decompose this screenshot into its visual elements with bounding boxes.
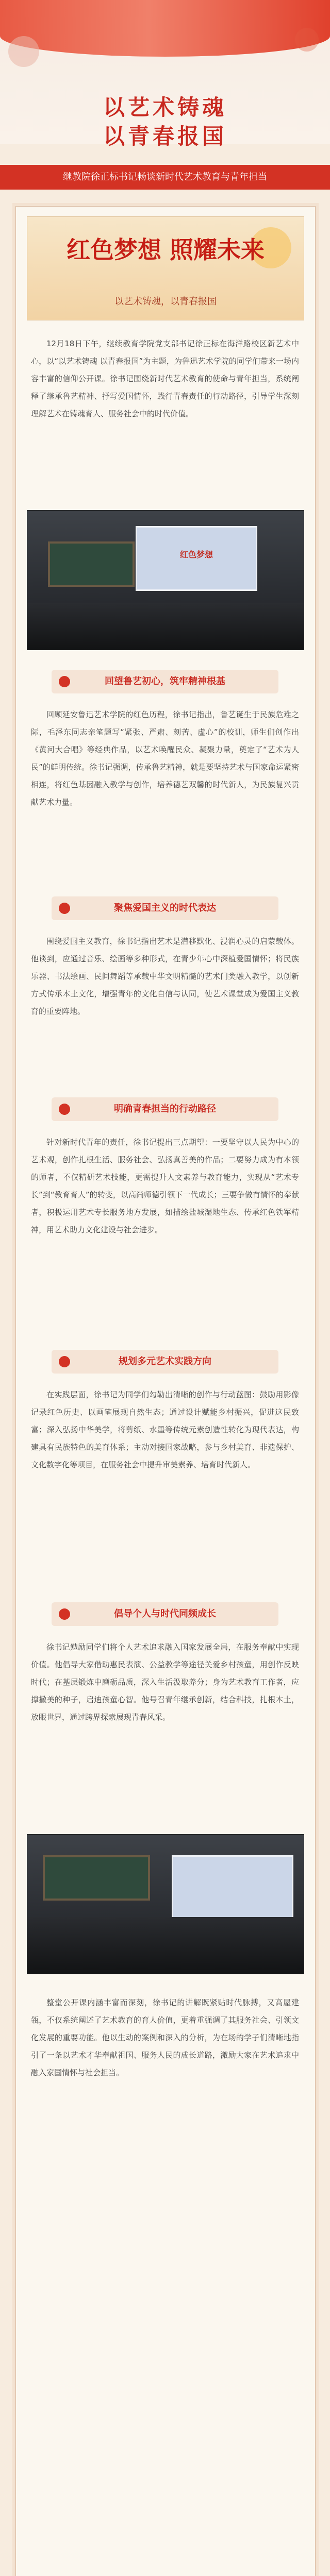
bullet-icon xyxy=(59,1356,70,1367)
blackboard xyxy=(48,541,135,587)
paragraph-growth: 徐书记勉励同学们将个人艺术追求融入国家发展全局，在服务奉献中实现价值。他倡导大家借助惠民表演、公益教学等途径关爱乡村孩童，用创作反映时代；在基层锻炼中磨砺品质，深入生活汲取养分；身为艺术教育工作者，应撑撒美的种子，启迪孩童心智。他号召青年继承创新，结合科技，扎根本土，放眼世界，通过跨界探索展现青春风采。 xyxy=(31,1642,299,1722)
section-heading-text: 明确青春担当的行动路径 xyxy=(114,1104,216,1114)
section-heading-2 xyxy=(52,896,278,920)
section-heading-4 xyxy=(52,1350,278,1374)
section-heading-text: 倡导个人与时代同频成长 xyxy=(114,1608,216,1619)
page-title-line-1: 以艺术铸魂 xyxy=(103,95,227,120)
decorative-circle xyxy=(8,36,39,67)
banner-calligraphy: 红色梦想 照耀未来 xyxy=(66,236,265,264)
lecture-photo-1 xyxy=(27,510,304,650)
section-heading-text: 规划多元艺术实践方向 xyxy=(119,1356,211,1367)
bullet-icon xyxy=(59,903,70,914)
paragraph-luyi: 回顾延安鲁迅艺术学院的红色历程，徐书记指出，鲁艺诞生于民族危难之际，毛泽东同志亲笔题写“紧张、严肃、刻苦、虚心”的校训，师生们创作出《黄河大合唱》等经典作品，以艺术唤醒民众、凝聚力量，奠定了“艺术为人民”的鲜明传统。徐书记强调，传承鲁艺精神，就是要坚持艺术与国家命运紧密相连，将红色基因融入教学与创作，培养德艺双馨的时代新人，为民族复兴贡献艺术力量。 xyxy=(31,710,299,807)
bullet-icon xyxy=(59,676,70,687)
paragraph-responsibility: 针对新时代青年的责任，徐书记提出三点期望：一要坚守以人民为中心的艺术观，创作扎根生活、服务社会、弘扬真善美的作品；二要努力成为有本领的师者，不仅精研艺术技能，更需提升人文素养与教育能力，实现从“艺术专长”到“教育育人”的转变，以高尚师德引领下一代成长；三要争做有情怀的奉献者，积极运用艺术专长服务地方发展，如描绘盐城湿地生态、传承红色铁军精神，用艺术助力文化建设与社会进步。 xyxy=(31,1138,299,1234)
section-heading-5 xyxy=(52,1602,278,1626)
header xyxy=(0,0,330,149)
article-banner-image xyxy=(27,216,304,320)
decorative-circle xyxy=(295,28,319,52)
audience xyxy=(27,603,304,650)
section-heading-1 xyxy=(52,670,278,693)
paragraph-intro: 12月18日下午，继续教育学院党支部书记徐正标在海洋路校区新艺术中心，以“以艺术铸魂 以青春报国”为主题，为鲁迅艺术学院的同学们带来一场内容丰富的信仰公开课。徐书记围绕新时代艺术教育的使命与青年担当，系统阐释了继承鲁艺精神、抒写爱国情怀，践行青春责任的行动路径，引导学生深刻理解艺术在铸魂育人、服务社会中的时代价值。 xyxy=(31,339,299,418)
audience xyxy=(27,1917,304,1974)
screen-text: 红色梦想 xyxy=(179,550,213,560)
bullet-icon xyxy=(59,1104,70,1115)
projector-screen xyxy=(136,526,257,591)
section-heading-3 xyxy=(52,1097,278,1121)
subtitle-bar: 继教院徐正标书记畅谈新时代艺术教育与青年担当 xyxy=(0,165,330,190)
page-title-line-2: 以青春报国 xyxy=(103,124,227,149)
header-top-strip xyxy=(0,0,330,57)
paragraph-patriotism: 围绕爱国主义教育，徐书记指出艺术是潜移默化、浸润心灵的启蒙载体。他谈到，应通过音乐、绘画等多种形式，在青少年心中深植爱国情怀；将民族乐器、书法绘画、民间舞蹈等承载中华文明精髓的艺术门类融入教学，以创新方式传承本土文化，增强青年的文化自信与认同，使艺术课堂成为爱国主义教育的重要阵地。 xyxy=(31,937,299,1016)
lecture-photo-2 xyxy=(27,1834,304,1974)
bullet-icon xyxy=(59,1608,70,1620)
paragraph-practice: 在实践层面，徐书记为同学们勾勒出清晰的创作与行动蓝图：鼓励用影像记录红色历史、以画笔展现自然生态；通过设计赋能乡村振兴，促进这民致富；深入弘扬中华美学，将剪纸、水墨等传统元素创造性转化为现代表达，构建具有民族特色的美育体系；主动对接国家战略，参与乡村美育、非遗保护、文化数字化等项目，在服务社会中提升审美素养、培育时代新人。 xyxy=(31,1390,299,1469)
banner-caption: 以艺术铸魂，以青春报国 xyxy=(114,296,217,307)
section-heading-text: 回望鲁艺初心，筑牢精神根基 xyxy=(105,676,225,687)
paragraph-summary: 整堂公开课内涵丰富而深刻，徐书记的讲解既紧贴时代脉搏，又高屋建瓴，不仅系统阐述了艺术教育的育人价值，更着重强调了其服务社会、引领文化发展的重要功能。他以生动的案例和深入的分析，为在场的学子们清晰地指引了一条以艺术才华奉献祖国、服务人民的成长道路，激励大家在艺术追求中融入家国情怀与社会担当。 xyxy=(31,1998,299,2077)
blackboard xyxy=(43,1855,150,1901)
section-heading-text: 聚焦爱国主义的时代表达 xyxy=(114,903,216,913)
projector-screen xyxy=(172,1855,293,1920)
